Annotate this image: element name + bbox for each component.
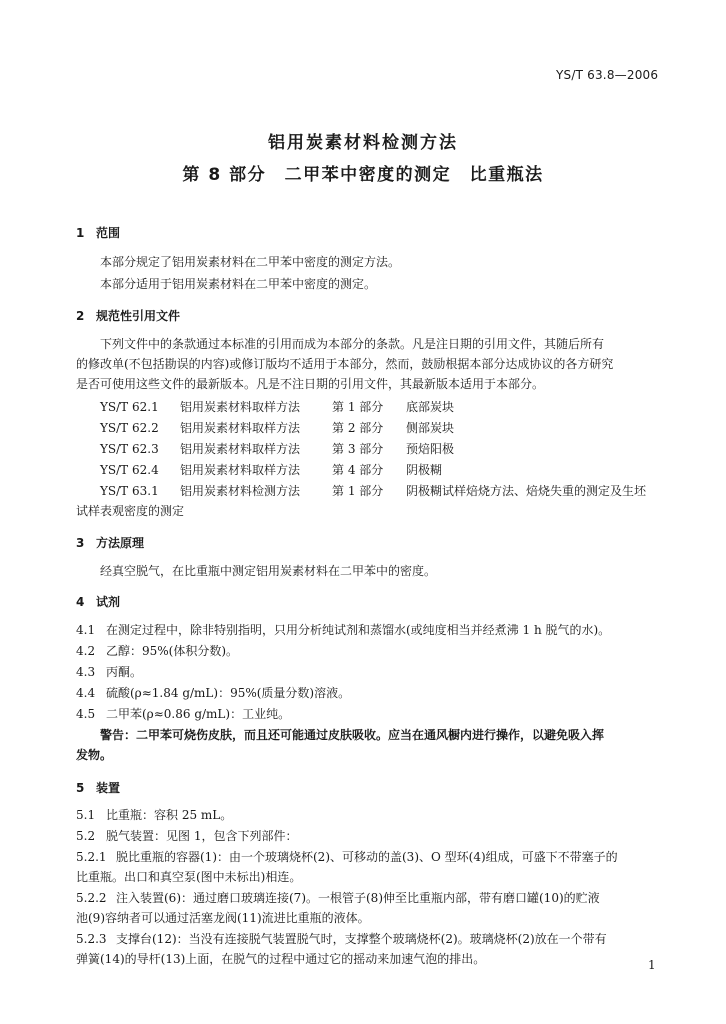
ref-part: 第 3 部分 xyxy=(332,442,384,456)
section-3-heading xyxy=(76,534,144,551)
item-number: 4.5 xyxy=(76,707,96,721)
item-number: 5.2.1 xyxy=(76,850,107,864)
item-number: 5.2 xyxy=(76,829,96,843)
ref-name: 铝用炭素材料取样方法 xyxy=(180,421,301,435)
section-title: 范围 xyxy=(96,226,121,240)
ref-part: 第 2 部分 xyxy=(332,421,384,435)
document-subtitle: 第 8 部分 二甲苯中密度的测定 比重瓶法 xyxy=(182,165,544,185)
ref-part: 第 4 部分 xyxy=(332,463,384,477)
standard-code: YS/T 63.8—2006 xyxy=(556,68,659,82)
paragraph: 下列文件中的条款通过本标准的引用而成为本部分的条款。凡是注日期的引用文件，其随后所有 xyxy=(100,337,605,351)
item-text: 注入装置(6)：通过磨口玻璃连接(7)。一根管子(8)伸至比重瓶内部，带有磨口罐(10)的贮液 xyxy=(116,891,600,905)
ref-code: YS/T 63.1 xyxy=(100,484,159,498)
ref-part: 第 1 部分 xyxy=(332,400,384,414)
paragraph: 本部分规定了铝用炭素材料在二甲苯中密度的测定方法。 xyxy=(100,255,401,269)
item-number: 4.2 xyxy=(76,644,96,658)
list-item xyxy=(76,662,142,682)
item-text: 在测定过程中，除非特别指明，只用分析纯试剂和蒸馏水(或纯度相当并经煮沸 1 h 脱气的水)。 xyxy=(106,623,611,637)
section-title: 装置 xyxy=(96,781,121,795)
paragraph: 本部分适用于铝用炭素材料在二甲苯中密度的测定。 xyxy=(100,277,377,291)
ref-part: 第 1 部分 xyxy=(332,484,384,498)
item-text: 脱气装置：见图 1，包含下列部件： xyxy=(106,829,298,843)
ref-code: YS/T 62.1 xyxy=(100,400,159,414)
ref-desc: 阴极糊试样焙烧方法、焙烧失重的测定及生坯 xyxy=(406,484,647,498)
list-item xyxy=(76,641,238,661)
section-1-heading xyxy=(76,224,120,241)
ref-name: 铝用炭素材料检测方法 xyxy=(180,484,301,498)
item-text: 二甲苯(ρ≈0.86 g/mL)：工业纯。 xyxy=(106,707,291,721)
document-title: 铝用炭素材料检测方法 xyxy=(268,133,458,153)
reference-item xyxy=(100,460,442,480)
item-number: 5.1 xyxy=(76,808,96,822)
section-title: 试剂 xyxy=(96,595,121,609)
paragraph: 经真空脱气，在比重瓶中测定铝用炭素材料在二甲苯中的密度。 xyxy=(100,564,437,578)
item-number: 5.2.3 xyxy=(76,932,107,946)
warning-text: 发物。 xyxy=(76,748,113,762)
section-number: 2 xyxy=(76,309,85,323)
item-text: 硫酸(ρ≈1.84 g/mL)：95%(质量分数)溶液。 xyxy=(106,686,351,700)
item-number: 4.3 xyxy=(76,665,96,679)
reference-item xyxy=(100,481,646,501)
item-number: 4.4 xyxy=(76,686,96,700)
list-item xyxy=(76,704,290,724)
paragraph: 弹簧(14)的导杆(13)上面，在脱气的过程中通过它的摇动来加速气泡的排出。 xyxy=(76,952,486,966)
item-text: 丙酮。 xyxy=(106,665,143,679)
page-number: 1 xyxy=(648,958,656,972)
section-number: 3 xyxy=(76,536,85,550)
section-number: 4 xyxy=(76,595,85,609)
item-text: 脱比重瓶的容器(1)：由一个玻璃烧杯(2)、可移动的盖(3)、O 型环(4)组成，可盛下不带塞子的 xyxy=(116,850,618,864)
list-item xyxy=(76,683,350,703)
item-number: 5.2.2 xyxy=(76,891,107,905)
paragraph: 池(9)容纳者可以通过活塞龙阀(11)流进比重瓶的液体。 xyxy=(76,911,370,925)
item-text: 支撑台(12)：当没有连接脱气装置脱气时，支撑整个玻璃烧杯(2)。玻璃烧杯(2)放在一个带有 xyxy=(116,932,607,946)
ref-desc: 阴极糊 xyxy=(406,463,443,477)
item-text: 比重瓶：容积 25 mL。 xyxy=(106,808,233,822)
ref-code: YS/T 62.3 xyxy=(100,442,159,456)
list-item xyxy=(76,620,610,640)
warning-text: 警告：二甲苯可烧伤皮肤，而且还可能通过皮肤吸收。应当在通风橱内进行操作，以避免吸入挥 xyxy=(100,728,605,742)
ref-desc: 侧部炭块 xyxy=(406,421,455,435)
paragraph: 是否可使用这些文件的最新版本。凡是不注日期的引用文件，其最新版本适用于本部分。 xyxy=(76,377,545,391)
section-2-heading xyxy=(76,307,180,324)
list-item xyxy=(76,805,232,825)
section-number: 1 xyxy=(76,226,85,240)
ref-name: 铝用炭素材料取样方法 xyxy=(180,400,301,414)
list-item xyxy=(76,929,607,949)
ref-desc: 预焙阳极 xyxy=(406,442,455,456)
item-text: 乙醇：95%(体积分数)。 xyxy=(106,644,239,658)
section-title: 规范性引用文件 xyxy=(96,309,181,323)
reference-item xyxy=(100,439,454,459)
ref-code: YS/T 62.4 xyxy=(100,463,159,477)
paragraph: 的修改单(不包括勘误的内容)或修订版均不适用于本部分，然而，鼓励根据本部分达成协议的各方研究 xyxy=(76,357,614,371)
ref-desc: 底部炭块 xyxy=(406,400,455,414)
reference-item xyxy=(100,397,454,417)
list-item xyxy=(76,826,297,846)
ref-name: 铝用炭素材料取样方法 xyxy=(180,463,301,477)
section-4-heading xyxy=(76,593,120,610)
reference-item xyxy=(100,418,454,438)
paragraph: 比重瓶。出口和真空泵(图中未标出)相连。 xyxy=(76,870,302,884)
list-item xyxy=(76,847,618,867)
paragraph: 试样表观密度的测定 xyxy=(76,504,185,518)
section-title: 方法原理 xyxy=(96,536,145,550)
section-5-heading xyxy=(76,779,120,796)
item-number: 4.1 xyxy=(76,623,96,637)
ref-name: 铝用炭素材料取样方法 xyxy=(180,442,301,456)
section-number: 5 xyxy=(76,781,85,795)
ref-code: YS/T 62.2 xyxy=(100,421,159,435)
list-item xyxy=(76,888,600,908)
